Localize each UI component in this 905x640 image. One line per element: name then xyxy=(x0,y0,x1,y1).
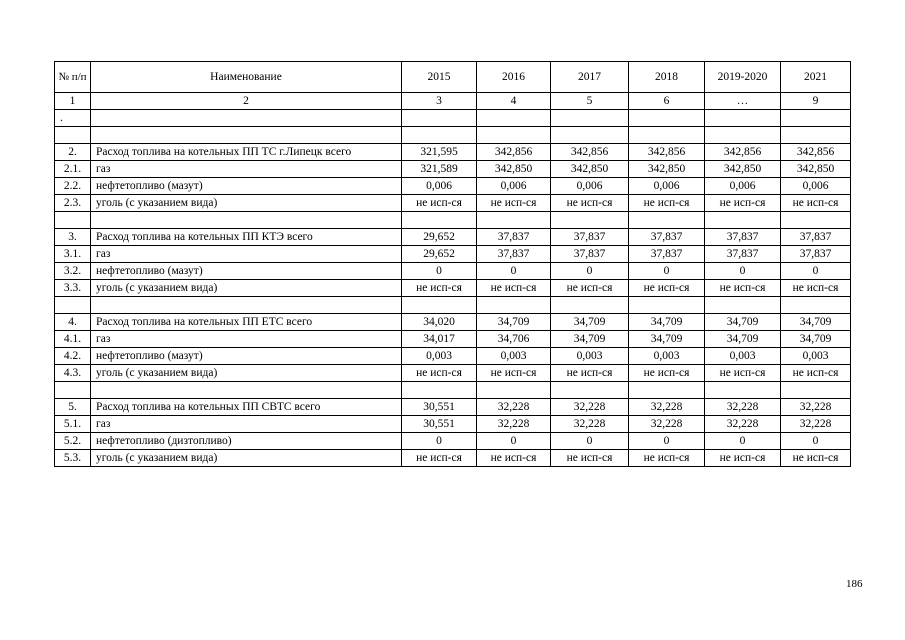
value-cell: не исп-ся xyxy=(402,195,477,212)
value-cell: не исп-ся xyxy=(629,195,705,212)
row-number: 2.1. xyxy=(55,161,91,178)
value-cell: 0,006 xyxy=(705,178,781,195)
value-cell: 342,850 xyxy=(705,161,781,178)
row-name: Расход топлива на котельных ПП КТЭ всего xyxy=(91,229,402,246)
table-row xyxy=(55,399,851,416)
header-year: 2019-2020 xyxy=(705,62,781,93)
value-cell: 37,837 xyxy=(551,246,629,263)
value-cell: 0 xyxy=(551,433,629,450)
row-name: Расход топлива на котельных ПП ЕТС всего xyxy=(91,314,402,331)
header-num: № п/п xyxy=(55,62,91,93)
value-cell: 29,652 xyxy=(402,246,477,263)
value-cell: 34,709 xyxy=(551,314,629,331)
value-cell: не исп-ся xyxy=(551,280,629,297)
row-number: 3. xyxy=(55,229,91,246)
table-row xyxy=(55,161,851,178)
column-number: 9 xyxy=(781,93,851,110)
value-cell: 32,228 xyxy=(705,399,781,416)
value-cell: 34,709 xyxy=(705,331,781,348)
row-number: 2.3. xyxy=(55,195,91,212)
value-cell: 37,837 xyxy=(477,246,551,263)
value-cell: 34,706 xyxy=(477,331,551,348)
row-number: 2.2. xyxy=(55,178,91,195)
value-cell: 342,850 xyxy=(477,161,551,178)
table-row xyxy=(55,280,851,297)
value-cell: 32,228 xyxy=(551,399,629,416)
value-cell: 342,856 xyxy=(705,144,781,161)
value-cell: 0 xyxy=(705,433,781,450)
value-cell: 30,551 xyxy=(402,399,477,416)
value-cell: 0 xyxy=(551,263,629,280)
dot-cell: . xyxy=(55,110,91,127)
value-cell: не исп-ся xyxy=(477,365,551,382)
value-cell: не исп-ся xyxy=(629,280,705,297)
value-cell: 34,709 xyxy=(781,314,851,331)
value-cell: 34,709 xyxy=(781,331,851,348)
blank-row xyxy=(55,127,851,144)
value-cell: не исп-ся xyxy=(477,195,551,212)
table-row xyxy=(55,331,851,348)
value-cell: не исп-ся xyxy=(705,365,781,382)
dot-row xyxy=(55,110,851,127)
value-cell: не исп-ся xyxy=(781,195,851,212)
table-row xyxy=(55,450,851,467)
value-cell: 342,856 xyxy=(551,144,629,161)
row-name: уголь (с указанием вида) xyxy=(91,365,402,382)
column-number: 2 xyxy=(91,93,402,110)
value-cell: 34,709 xyxy=(551,331,629,348)
row-name: уголь (с указанием вида) xyxy=(91,450,402,467)
value-cell: 32,228 xyxy=(551,416,629,433)
row-number: 3.3. xyxy=(55,280,91,297)
value-cell: не исп-ся xyxy=(477,450,551,467)
value-cell: 37,837 xyxy=(781,246,851,263)
value-cell: 342,856 xyxy=(629,144,705,161)
value-cell: 0,006 xyxy=(402,178,477,195)
value-cell: 30,551 xyxy=(402,416,477,433)
value-cell: 34,017 xyxy=(402,331,477,348)
table-row xyxy=(55,178,851,195)
value-cell: 342,850 xyxy=(781,161,851,178)
value-cell: не исп-ся xyxy=(705,280,781,297)
value-cell: 37,837 xyxy=(629,229,705,246)
value-cell: не исп-ся xyxy=(781,450,851,467)
value-cell: 32,228 xyxy=(781,416,851,433)
table-row xyxy=(55,195,851,212)
column-number: 3 xyxy=(402,93,477,110)
value-cell: не исп-ся xyxy=(551,365,629,382)
row-name: уголь (с указанием вида) xyxy=(91,280,402,297)
row-name: Расход топлива на котельных ПП СВТС всего xyxy=(91,399,402,416)
table-row xyxy=(55,263,851,280)
row-number: 4.3. xyxy=(55,365,91,382)
value-cell: 0,006 xyxy=(551,178,629,195)
value-cell: 0,003 xyxy=(477,348,551,365)
value-cell: не исп-ся xyxy=(551,450,629,467)
value-cell: 321,595 xyxy=(402,144,477,161)
row-name: нефтетопливо (мазут) xyxy=(91,263,402,280)
table-row xyxy=(55,365,851,382)
value-cell: 0 xyxy=(629,433,705,450)
value-cell: 0 xyxy=(477,263,551,280)
value-cell: 0,006 xyxy=(629,178,705,195)
value-cell: 37,837 xyxy=(705,246,781,263)
blank-row xyxy=(55,297,851,314)
value-cell: 342,856 xyxy=(477,144,551,161)
row-name: нефтетопливо (дизтопливо) xyxy=(91,433,402,450)
value-cell: не исп-ся xyxy=(629,365,705,382)
value-cell: 37,837 xyxy=(705,229,781,246)
blank-row xyxy=(55,382,851,399)
column-number: 1 xyxy=(55,93,91,110)
column-number: … xyxy=(705,93,781,110)
table-row xyxy=(55,348,851,365)
value-cell: 0,003 xyxy=(781,348,851,365)
blank-row xyxy=(55,212,851,229)
value-cell: не исп-ся xyxy=(629,450,705,467)
value-cell: 34,020 xyxy=(402,314,477,331)
value-cell: 0,003 xyxy=(402,348,477,365)
value-cell: 342,856 xyxy=(781,144,851,161)
value-cell: 321,589 xyxy=(402,161,477,178)
row-number: 5.3. xyxy=(55,450,91,467)
header-year: 2021 xyxy=(781,62,851,93)
table-row xyxy=(55,416,851,433)
row-number: 5.2. xyxy=(55,433,91,450)
row-name: нефтетопливо (мазут) xyxy=(91,348,402,365)
value-cell: 34,709 xyxy=(629,314,705,331)
value-cell: 37,837 xyxy=(551,229,629,246)
value-cell: 0 xyxy=(705,263,781,280)
row-number: 4.2. xyxy=(55,348,91,365)
value-cell: 32,228 xyxy=(705,416,781,433)
value-cell: 0 xyxy=(402,433,477,450)
row-name: уголь (с указанием вида) xyxy=(91,195,402,212)
row-number: 4.1. xyxy=(55,331,91,348)
table-row xyxy=(55,246,851,263)
value-cell: 37,837 xyxy=(781,229,851,246)
column-number: 6 xyxy=(629,93,705,110)
value-cell: 0 xyxy=(629,263,705,280)
value-cell: 32,228 xyxy=(477,399,551,416)
table-body xyxy=(55,127,851,467)
value-cell: 0,003 xyxy=(629,348,705,365)
column-number: 5 xyxy=(551,93,629,110)
table-row xyxy=(55,314,851,331)
page-number: 186 xyxy=(846,578,863,590)
value-cell: 342,850 xyxy=(551,161,629,178)
row-name: газ xyxy=(91,161,402,178)
fuel-consumption-table xyxy=(54,61,851,467)
value-cell: 0,006 xyxy=(781,178,851,195)
value-cell: 37,837 xyxy=(629,246,705,263)
value-cell: 32,228 xyxy=(477,416,551,433)
value-cell: 34,709 xyxy=(477,314,551,331)
value-cell: не исп-ся xyxy=(705,450,781,467)
row-name: Расход топлива на котельных ПП ТС г.Липецк всего xyxy=(91,144,402,161)
value-cell: 34,709 xyxy=(705,314,781,331)
value-cell: не исп-ся xyxy=(477,280,551,297)
value-cell: 32,228 xyxy=(629,399,705,416)
value-cell: не исп-ся xyxy=(781,365,851,382)
value-cell: не исп-ся xyxy=(402,280,477,297)
row-name: газ xyxy=(91,246,402,263)
value-cell: не исп-ся xyxy=(402,450,477,467)
value-cell: не исп-ся xyxy=(551,195,629,212)
row-number: 3.2. xyxy=(55,263,91,280)
row-number: 5. xyxy=(55,399,91,416)
table-row xyxy=(55,229,851,246)
row-number: 5.1. xyxy=(55,416,91,433)
value-cell: 37,837 xyxy=(477,229,551,246)
value-cell: 29,652 xyxy=(402,229,477,246)
row-number: 2. xyxy=(55,144,91,161)
value-cell: 342,850 xyxy=(629,161,705,178)
column-number-row xyxy=(55,93,851,110)
table-row xyxy=(55,144,851,161)
row-name: газ xyxy=(91,331,402,348)
value-cell: 32,228 xyxy=(629,416,705,433)
row-number: 4. xyxy=(55,314,91,331)
value-cell: 32,228 xyxy=(781,399,851,416)
value-cell: 0 xyxy=(781,263,851,280)
row-name: нефтетопливо (мазут) xyxy=(91,178,402,195)
row-name: газ xyxy=(91,416,402,433)
table-row xyxy=(55,433,851,450)
value-cell: 0,006 xyxy=(477,178,551,195)
row-number: 3.1. xyxy=(55,246,91,263)
header-row xyxy=(55,62,851,93)
value-cell: не исп-ся xyxy=(705,195,781,212)
value-cell: 0,003 xyxy=(551,348,629,365)
header-year: 2018 xyxy=(629,62,705,93)
value-cell: 0 xyxy=(781,433,851,450)
value-cell: 0 xyxy=(402,263,477,280)
value-cell: 34,709 xyxy=(629,331,705,348)
header-year: 2016 xyxy=(477,62,551,93)
header-year: 2015 xyxy=(402,62,477,93)
value-cell: не исп-ся xyxy=(781,280,851,297)
column-number: 4 xyxy=(477,93,551,110)
value-cell: не исп-ся xyxy=(402,365,477,382)
value-cell: 0 xyxy=(477,433,551,450)
header-year: 2017 xyxy=(551,62,629,93)
value-cell: 0,003 xyxy=(705,348,781,365)
header-name: Наименование xyxy=(91,62,402,93)
